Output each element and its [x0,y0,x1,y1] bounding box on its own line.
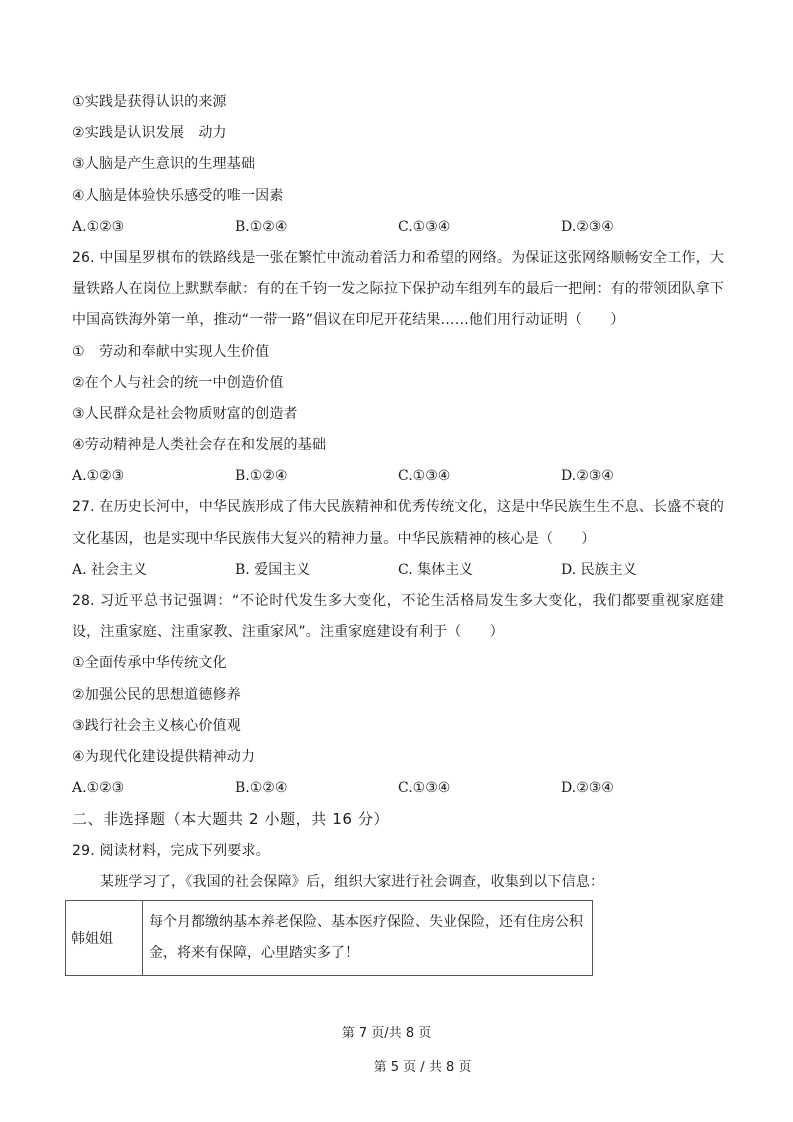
person-name-cell: 韩姐姐 [66,901,143,976]
q26-options [72,461,724,492]
option-text: ①③④ [412,780,451,797]
option-d[interactable] [561,461,724,492]
option-text: 民族主义 [580,561,637,578]
option-text: ①②④ [249,468,288,485]
option-c[interactable] [398,555,561,586]
survey-table [65,900,593,976]
table-row [66,901,593,976]
option-text: ②③④ [576,780,614,797]
question-number: 27. [72,499,95,516]
option-letter: A. [72,218,87,235]
statement-2: ②加强公民的思想道德修养 [72,686,241,703]
option-text: 爱国主义 [254,561,311,578]
q28-statements [72,648,724,773]
exam-page-content [72,87,724,898]
option-text: ①②④ [249,780,288,797]
option-c[interactable] [398,461,561,492]
statement-2: ②在个人与社会的统一中创造价值 [72,374,284,391]
option-letter: B. [235,218,250,235]
statement-1: ① 劳动和奉献中实现人生价值 [72,343,270,360]
q28-stem [72,586,724,648]
section-heading: 二、非选择题（本大题共 2 小题，共 16 分） [72,810,390,829]
statement-4: ④人脑是体验快乐感受的唯一因素 [72,187,284,204]
option-text: ①②③ [86,218,125,235]
option-text: 集体主义 [417,561,474,578]
option-text: ①②④ [249,218,288,235]
option-d[interactable] [561,555,724,586]
option-letter: C. [398,561,413,578]
q26-statements [72,337,724,462]
survey-content-cell: 每个月都缴纳基本养老保险、基本医疗保险、失业保险，还有住房公积金，将来有保障，心里踏实多了！ [143,901,593,976]
option-letter: D. [561,468,577,485]
option-text: ①③④ [412,218,451,235]
question-text: 在历史长河中，中华民族形成了伟大民族精神和优秀传统文化，这是中华民族生生不息、长盛不衰的文化基因，也是实现中华民族伟大复兴的精神力量。中华民族精神的核心是（ ） [72,499,724,547]
option-text: ①②③ [86,468,125,485]
option-d[interactable] [561,773,724,804]
question-number: 26. [72,249,95,266]
option-letter: B. [235,561,250,578]
q28-options [72,773,724,804]
q29-intro: 某班学习了，《我国的社会保障》后，组织大家进行社会调查，收集到以下信息： [100,873,605,890]
question-text: 阅读材料，完成下列要求。 [99,842,270,859]
page-number-outer: 第 5 页 / 共 8 页 [373,1060,472,1075]
option-letter: D. [561,218,577,235]
option-letter: A. [72,780,87,797]
option-text: ①③④ [412,468,451,485]
option-letter: C. [398,218,413,235]
option-c[interactable] [398,212,561,243]
q27-options [72,555,724,586]
option-letter: A. [72,561,87,578]
option-b[interactable] [235,773,398,804]
option-text: 社会主义 [91,561,148,578]
statement-4: ④为现代化建设提供精神动力 [72,749,256,766]
option-b[interactable] [235,212,398,243]
option-letter: D. [561,780,577,797]
question-number: 28. [72,593,95,610]
question-number: 29. [72,842,95,859]
statement-3: ③人民群众是社会物质财富的创造者 [72,405,298,422]
option-letter: B. [235,468,250,485]
option-letter: C. [398,468,413,485]
option-a[interactable] [72,555,235,586]
question-text: 中国星罗棋布的铁路线是一张在繁忙中流动着活力和希望的网络。为保证这张网络顺畅安全工作，大量铁路人在岗位上默默奉献：有的在千钧一发之际拉下保护动车组列车的最后一把闸：有的带领团队拿下中国高铁海外第一单，推动“一带一路”倡议在印尼开花结果……他们用行动证明（ ） [72,249,724,329]
q27-stem [72,492,724,554]
q25-statements [72,87,724,212]
statement-1: ①实践是获得认识的来源 [72,94,227,110]
option-c[interactable] [398,773,561,804]
q25-options [72,212,724,243]
option-text: ②③④ [576,468,614,485]
option-a[interactable] [72,212,235,243]
option-text: ①②③ [86,780,125,797]
option-letter: A. [72,468,87,485]
q29-stem [72,836,724,867]
page-number-inner: 第 7 页/共 8 页 [341,1026,432,1041]
statement-4: ④劳动精神是人类社会存在和发展的基础 [72,437,327,454]
statement-2: ②实践是认识发展 动力 [72,125,227,142]
option-a[interactable] [72,461,235,492]
option-d[interactable] [561,212,724,243]
option-text: ②③④ [576,218,614,235]
statement-3: ③人脑是产生意识的生理基础 [72,156,256,173]
option-letter: C. [398,780,413,797]
q26-stem [72,243,724,337]
option-letter: D. [561,561,577,578]
option-letter: B. [235,780,250,797]
statement-1: ①全面传承中华传统文化 [72,655,227,672]
question-text: 习近平总书记强调：“不论时代发生多大变化，不论生活格局发生多大变化，我们都要重视家庭建设，注重家庭、注重家教、注重家风”。注重家庭建设有利于（ ） [72,593,724,641]
statement-3: ③践行社会主义核心价值观 [72,717,241,734]
option-b[interactable] [235,461,398,492]
option-b[interactable] [235,555,398,586]
option-a[interactable] [72,773,235,804]
